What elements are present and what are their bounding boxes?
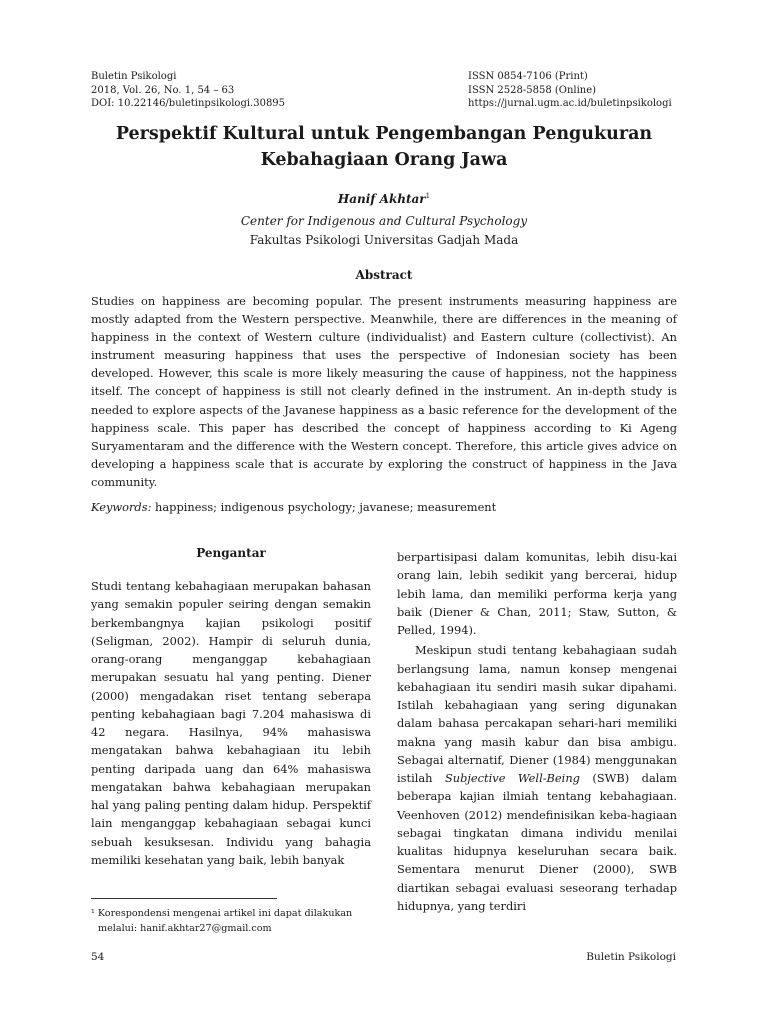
keywords-text: happiness; indigenous psychology; javanese; measurement xyxy=(151,500,497,514)
abstract-text: Studies on happiness are becoming popular. The present instruments measuring happiness are mostly adapted from the Western perspective. Meanwhile, there are differences in the meaning of happiness in the context of Western culture (individualist) and Eastern culture (collectivist). An instrument measuring happiness that uses the perspective of Indonesian society has been developed. However, this scale is more likely measuring the cause of happiness, not the happiness itself. The concept of happiness is still not clearly defined in the instrument. An in-depth study is needed to explore aspects of the Javanese happiness as a basic reference for the development of the happiness scale. This paper has described the concept of happiness according to Ki Ageng Suryamentaram and the difference with the Western concept. Therefore, this article gives advice on developing a happiness scale that is accurate by exploring the construct of happiness in the Java community. xyxy=(91,294,677,489)
author xyxy=(80,192,688,206)
title-line-2: Kebahagiaan Orang Jawa xyxy=(260,150,508,170)
left-column xyxy=(91,577,371,869)
header-right xyxy=(468,70,672,111)
issue-info: 2018, Vol. 26, No. 1, 54 – 63 xyxy=(91,84,235,96)
issn-online: ISSN 2528-5858 (Online) xyxy=(468,84,597,96)
section-heading-pengantar: Pengantar xyxy=(196,546,266,560)
affiliation-center: Center for Indigenous and Cultural Psychology xyxy=(240,214,528,228)
doi: DOI: 10.22146/buletinpsikologi.30895 xyxy=(91,98,286,109)
right-paragraph-2-part-1: Meskipun studi tentang kebahagiaan sudah berlangsung lama, namun konsep mengenai kebahagiaan itu sendiri masih sukar dipahami. Istilah kebahagiaan yang sering digunakan dalam bahasa percakapan sehari-hari memiliki makna yang masih kabur dan bisa ambigu. Sebagai alternatif, Diener (1984) menggunakan istilah xyxy=(397,643,677,785)
swb-term: Subjective Well-Being xyxy=(444,771,580,785)
abstract-heading: Abstract xyxy=(355,268,413,282)
header-left xyxy=(91,70,285,111)
journal-name: Buletin Psikologi xyxy=(91,71,177,82)
right-paragraph-1: berpartisipasi dalam komunitas, lebih disu-kai orang lain, lebih sedikit yang bercerai, hidup lebih lama, dan memiliki performa kerja yang baik (Diener & Chan, 2011; Staw, Sutton, & Pelled, 1994). xyxy=(397,550,677,637)
article-title xyxy=(80,121,688,173)
footnote xyxy=(91,906,376,936)
footnote-rule xyxy=(91,898,277,899)
affiliation-faculty: Fakultas Psikologi Universitas Gadjah Mada xyxy=(249,233,519,247)
right-column xyxy=(397,548,677,915)
keywords xyxy=(91,500,677,514)
footer-journal: Buletin Psikologi xyxy=(586,951,676,963)
author-footnote-mark: 1 xyxy=(425,192,431,200)
page-number: 54 xyxy=(91,951,105,963)
journal-url[interactable]: https://jurnal.ugm.ac.id/buletinpsikologi xyxy=(468,98,672,109)
title-line-1: Perspektif Kultural untuk Pengembangan Pengukuran xyxy=(115,124,653,144)
author-name: Hanif Akhtar xyxy=(337,192,426,206)
issn-print: ISSN 0854-7106 (Print) xyxy=(468,71,588,82)
right-paragraph-2-part-2: (SWB) dalam beberapa kajian ilmiah tentang kebahagiaan. Veenhoven (2012) mendefinisikan keba-hagiaan sebagai tingkatan dimana individu menilai kualitas hidupnya keseluruhan secara baik. Sementara menurut Diener (2000), SWB diartikan sebagai evaluasi seseorang terhadap hidupnya, yang terdiri xyxy=(397,771,677,913)
footnote-line-1: ¹ Korespondensi mengenai artikel ini dapat dilakukan xyxy=(91,908,353,919)
left-column-paragraph: Studi tentang kebahagiaan merupakan bahasan yang semakin populer seiring dengan semakin berkembangnya kajian psikologi positif (Seligman, 2002). Hampir di seluruh dunia, orang-orang menganggap kebahagiaan merupakan sesuatu hal yang penting. Diener (2000) mengadakan riset tentang seberapa penting kebahagiaan bagi 7.204 mahasiswa di 42 negara. Hasilnya, 94% mahasiswa mengatakan bahwa kebahagiaan itu lebih penting daripada uang dan 64% mahasiswa mengatakan bahwa kebahagiaan merupakan hal yang paling penting dalam hidup. Perspektif lain menganggap kebahagiaan sebagai kunci sebuah kesuksesan. Individu yang bahagia memiliki kesehatan yang baik, lebih banyak xyxy=(91,579,371,867)
footnote-line-2: melalui: hanif.akhtar27@gmail.com xyxy=(98,923,272,934)
right-paragraph-2 xyxy=(397,641,677,915)
keywords-label: Keywords: xyxy=(91,500,152,514)
